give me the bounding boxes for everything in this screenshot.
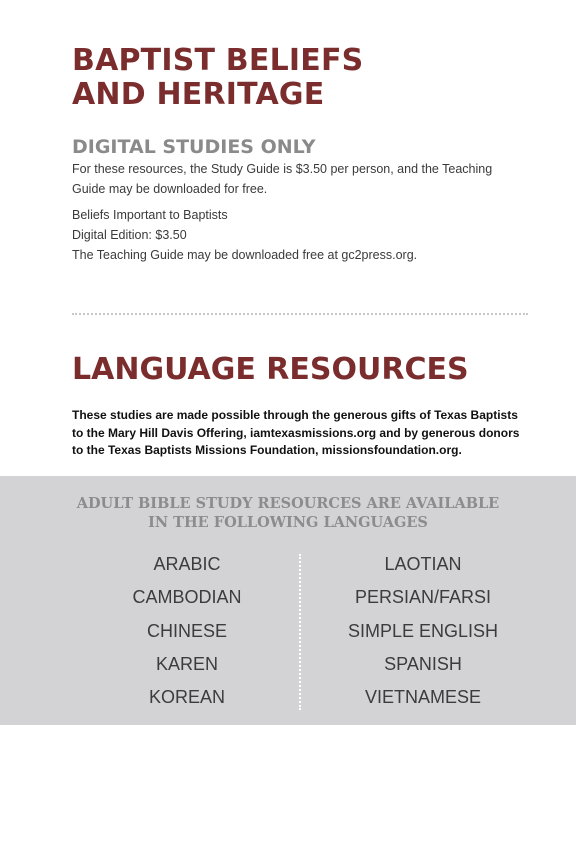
language-item: LAOTIAN bbox=[384, 554, 462, 574]
languages-left-column bbox=[67, 548, 307, 714]
language-item: KAREN bbox=[155, 653, 218, 674]
language-item: CHINESE bbox=[146, 620, 227, 641]
teaching-guide-note: The Teaching Guide may be downloaded free at gc2press.org. bbox=[72, 248, 418, 262]
page-title-line-2: AND HERITAGE bbox=[72, 77, 325, 112]
language-resources-description: These studies are made possible through the generous gifts of Texas Baptists to the Mary Hill Davis Offering, iamtexasmissions.org and by generous donors to the Texas Baptists Missions Foundation, missionsfoundation.org. bbox=[72, 408, 520, 457]
digital-edition-price: Digital Edition: $3.50 bbox=[72, 228, 187, 242]
digital-studies-intro: For these resources, the Study Guide is $3.50 per person, and the Teaching Guide may be downloaded for free. bbox=[72, 162, 493, 196]
language-item: CAMBODIAN bbox=[132, 587, 242, 608]
section-divider bbox=[72, 313, 528, 315]
language-item: KOREAN bbox=[148, 687, 226, 708]
language-item: PERSIAN/FARSI bbox=[354, 587, 492, 608]
page-title-line-1: BAPTIST BELIEFS bbox=[72, 43, 364, 78]
language-item: SPANISH bbox=[384, 653, 462, 674]
languages-panel bbox=[0, 476, 576, 725]
languages-panel-heading-line-1: ADULT BIBLE STUDY RESOURCES ARE AVAILABLE bbox=[76, 495, 500, 512]
language-item: SIMPLE ENGLISH bbox=[347, 620, 499, 641]
page-title bbox=[72, 44, 363, 112]
column-divider bbox=[299, 554, 301, 710]
languages-panel-heading bbox=[0, 494, 576, 532]
languages-right-column bbox=[303, 548, 543, 714]
language-resources-title: LANGUAGE RESOURCES bbox=[72, 352, 469, 387]
study-title: Beliefs Important to Baptists bbox=[72, 208, 228, 222]
languages-panel-heading-line-2: IN THE FOLLOWING LANGUAGES bbox=[148, 514, 428, 531]
digital-studies-heading: DIGITAL STUDIES ONLY bbox=[72, 136, 316, 158]
language-item: ARABIC bbox=[153, 554, 221, 574]
language-item: VIETNAMESE bbox=[364, 687, 482, 708]
